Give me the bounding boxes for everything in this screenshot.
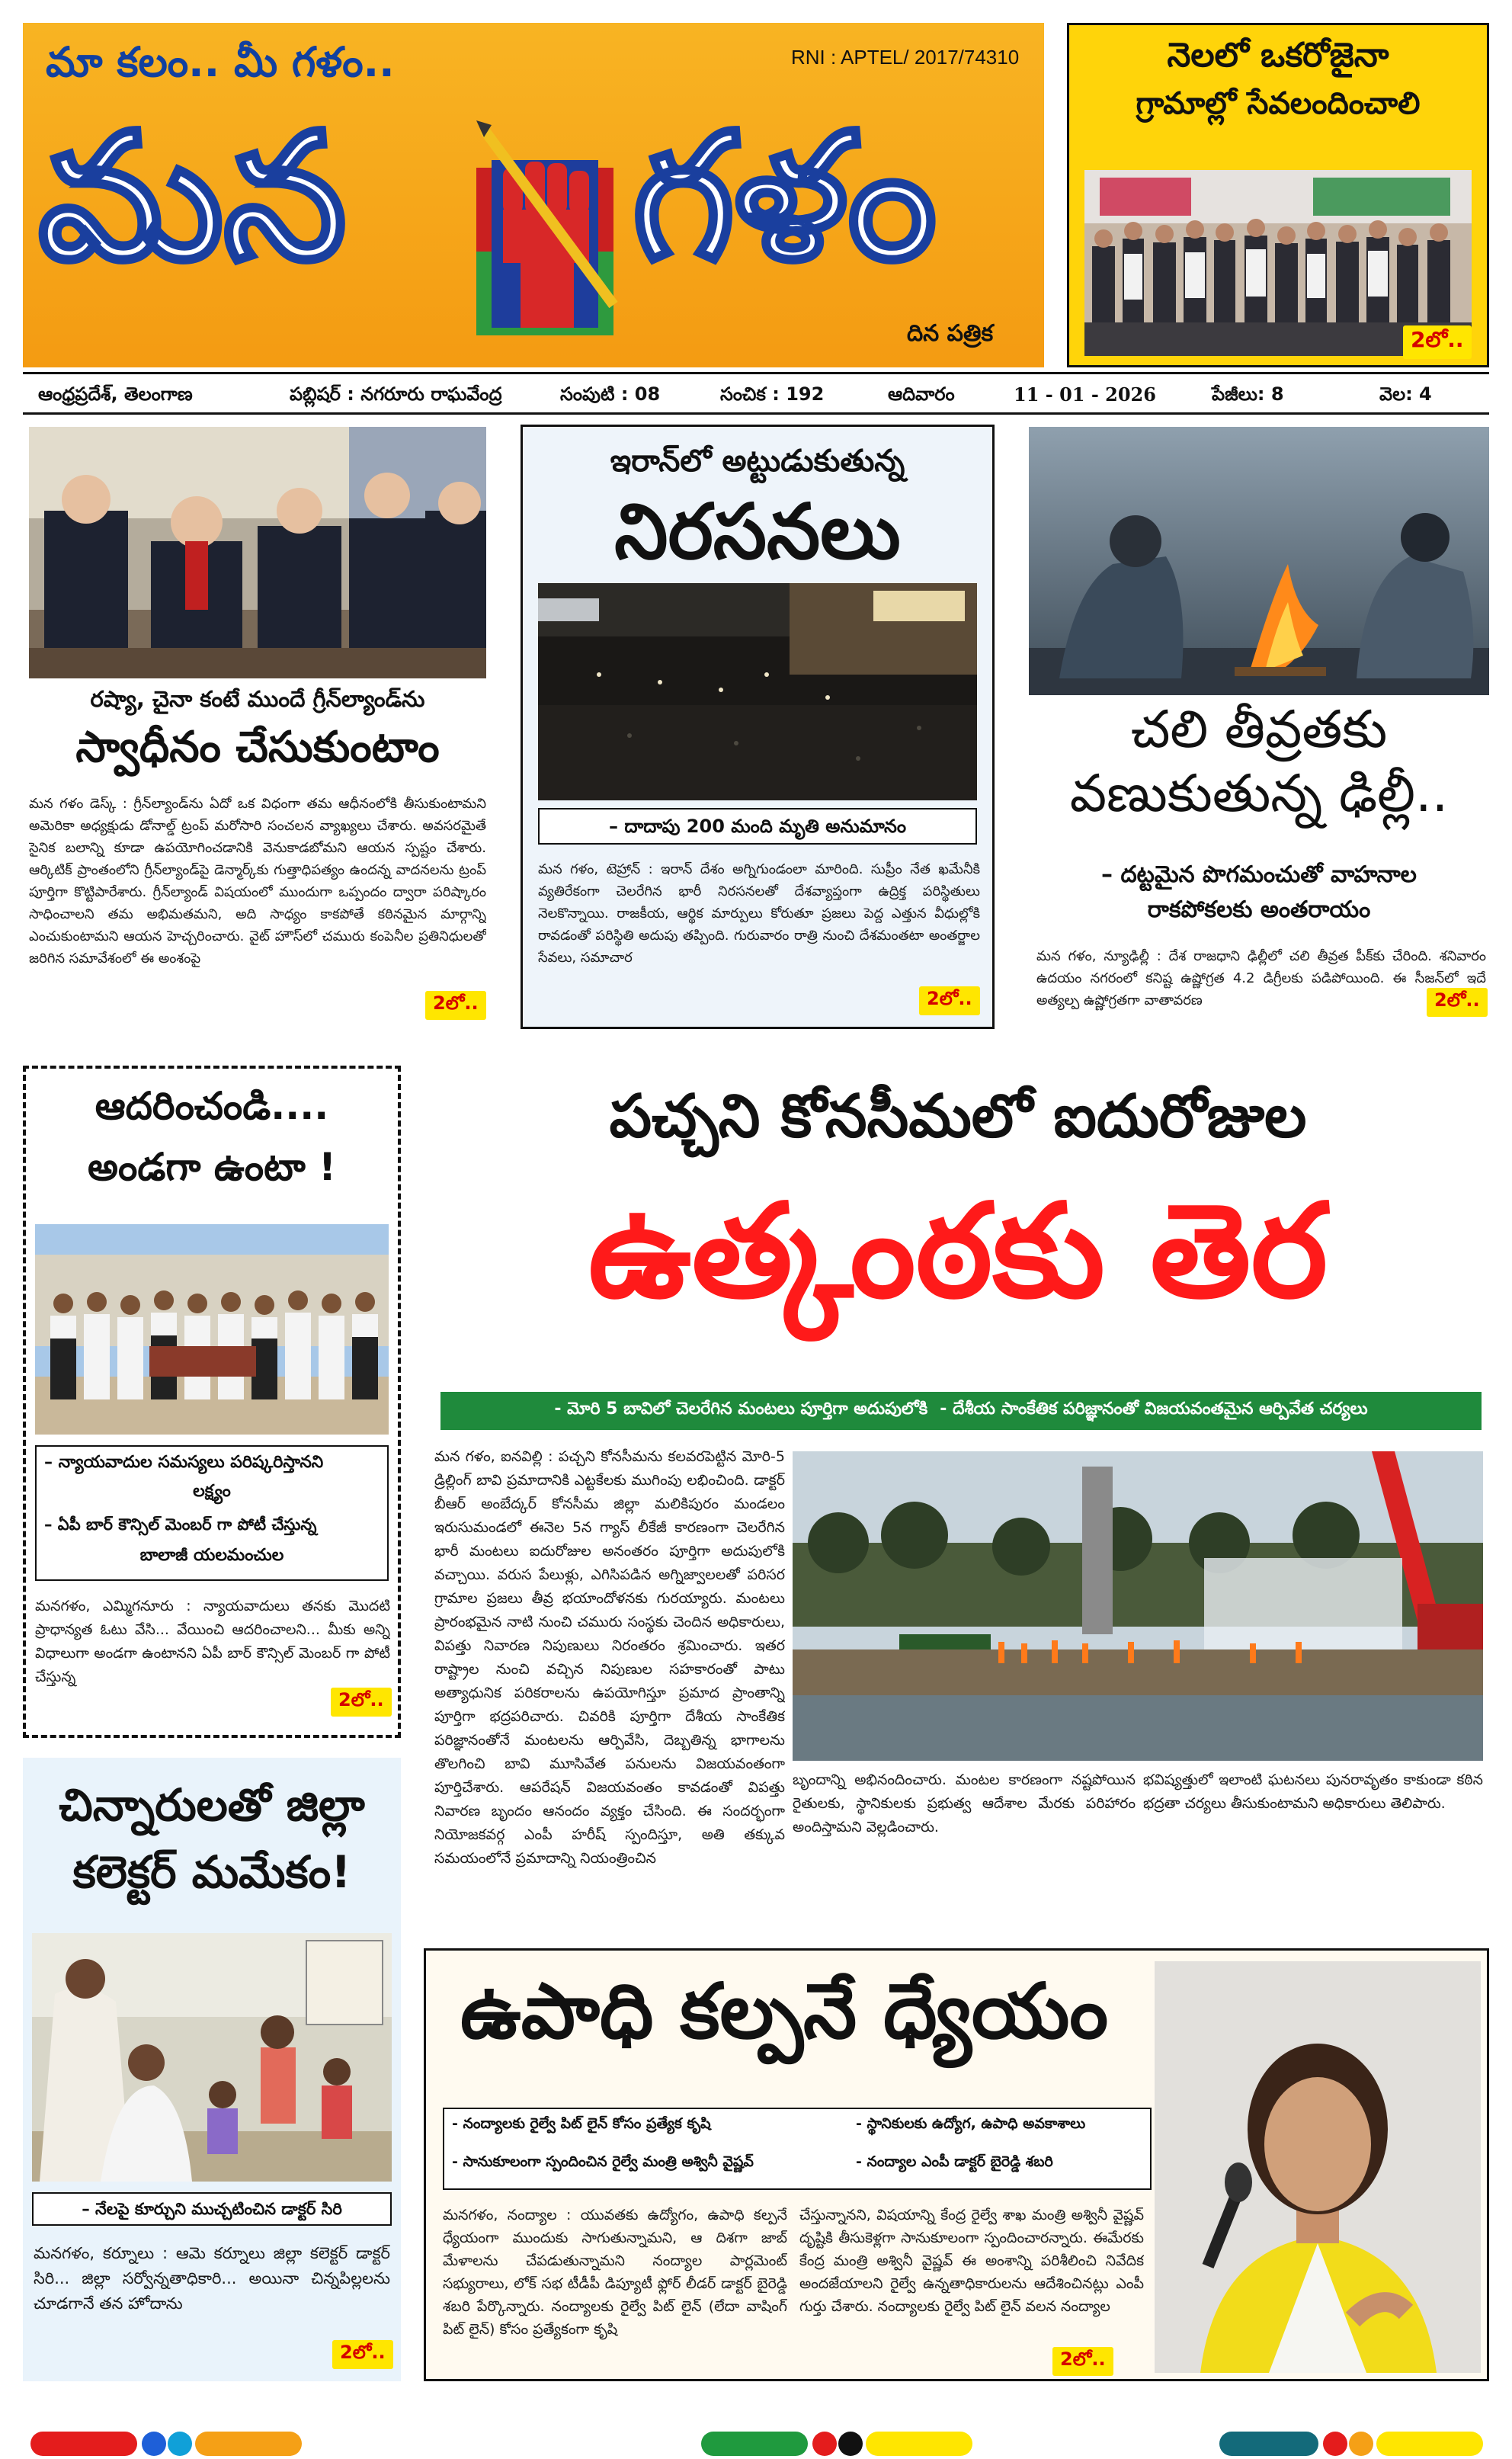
info-volume: సంపుటి : 08 (560, 383, 661, 405)
footer-pill-yellow-2 (1376, 2432, 1483, 2456)
jobs-bullets-box (443, 2108, 1152, 2190)
delhi-body: మన గళం, న్యూఢిల్లీ : దేశ రాజధాని ఢిల్లీలో చలి తీవ్రత పీక్‌కు చేరింది. శనివారం ఉదయం నగరంలో కనిష్ట ఉష్ణోగ్రత 4.2 డిగ్రీలకు పడిపోయింది. ఈ సీజన్‌లో ఇదే అత్యల్ప ఉష్ణోగ్రతగా వాతావరణ (1036, 948, 1486, 1008)
main-strap-part-2: - దేశీయ సాంకేతిక పరిజ్ఞానంతో విజయవంతమైన ఆర్పివేత చర్యలు (940, 1399, 1368, 1419)
children-caption-box (32, 2192, 392, 2226)
footer-dot-red-2 (1323, 2432, 1347, 2456)
footer-dot-black (838, 2432, 863, 2456)
jobs-bullet-3: - సానుకూలంగా స్పందించిన రైల్వే మంత్రి అశ్వినీ వైష్ణవ్ (452, 2153, 754, 2170)
rni-number: RNI : APTEL/ 2017/74310 (791, 46, 1020, 69)
footer-pill-teal (1219, 2432, 1318, 2456)
iran-protest-photo (538, 583, 977, 800)
info-bar (23, 372, 1489, 415)
footer-pill-green (701, 2432, 808, 2456)
info-date: 11 - 01 - 2026 (1014, 383, 1156, 406)
top-right-box (1067, 23, 1489, 367)
advocate-bullet-1b: లక్ష్యం (193, 1482, 231, 1501)
delhi-headline-2: వణుకుతున్న ఢిల్లీ.. (1069, 764, 1449, 824)
delhi-subhead-1: – దట్టమైన పొగమంచుతో వాహనాల (1101, 861, 1417, 888)
jobs-bullet-4: - నంద్యాల ఎంపీ డాక్టర్ బైరెడ్డి శబరి (856, 2153, 1053, 2170)
advocate-bullet-1a: – న్యాయవాదుల సమస్యలు పరిష్కరిస్తానని (44, 1453, 324, 1472)
info-states: ఆంధ్రప్రదేశ్, తెలంగాణ (38, 383, 193, 405)
advocate-box (23, 1066, 401, 1738)
delhi-subhead-2: రాకపోకలకు అంతరాయం (1147, 896, 1371, 923)
main-body-col-1: మన గళం, ఐనవిల్లి : పచ్చని కోనసీమను కలవరపెట్టిన మోరి-5 డ్రిల్లింగ్ బావి ప్రమాదానికి ఎట్టకేలకు ముగింపు లభించింది. డాక్టర్ బీఆర్ అంబేద్కర్ కోనసీమ జిల్లా మలికిపురం మండలం ఇరుసుమండలో ఈనెల 5న గ్యాస్ లీకేజీ కారణంగా చెలరేగిన భారీ మంటలు ఐదురోజుల అనంతరం పూర్తిగా అదుపులోకి వచ్చాయి. వరుస పేలుళ్లు, ఎగిసిపడిన అగ్నిజ్వాలలతో పరిసర గ్రామాల ప్రజలు తీవ్ర భయాందోళనకు గురయ్యారు. మంటలు ప్రారంభమైన నాటి నుంచి చమురు సంస్థకు చెందిన అధికారులు, విపత్తు నివారణ నిపుణులు నిరంతరం శ్రమించారు. ఇతర రాష్ట్రాల నుంచి వచ్చిన నిపుణుల సహకారంతో పాటు అత్యాధునిక పరికరాలను ఉపయోగిస్తూ ప్రమాద ప్రాంతాన్ని పూర్తిగా భద్రపరిచారు. చివరికి పూర్తిగా దేశీయ సాంకేతిక పరిజ్ఞానంతోనే మంటలను ఆర్పివేసి, దెబ్బతిన్న భాగాలను తొలగించి బావి మూసివేత పనులను విజయవంతంగా పూర్తిచేశారు. ఆపరేషన్ విజయవంతం కావడంతో విపత్తు నివారణ బృందం ఆనందం వ్యక్తం చేసింది. ఈ సందర్భంగా నియోజకవర్గ ఎంపీ హరీష్ స్పందిస్తూ, అతి తక్కువ సమయంలోనే ప్రమాదాన్ని నియంత్రించిన (434, 1448, 785, 1867)
fist-pen-logo-icon (461, 114, 629, 343)
advocate-headline-2: అండగా ఉంటా ! (88, 1145, 336, 1189)
oil-well-fire-photo (793, 1451, 1483, 1761)
children-caption: – నేలపై కూర్చుని ముచ్చటించిన డాక్టర్ సిరి (82, 2200, 342, 2218)
iran-headline: నిరసనలు (614, 487, 901, 576)
iran-more-link[interactable]: 2లో.. (919, 986, 980, 1015)
iran-caption: – దాదాపు 200 మంది మృతి అనుమానం (608, 816, 907, 837)
iran-kicker: ఇరాన్‌లో అట్టుడుకుతున్న (610, 444, 905, 479)
iran-box (521, 425, 995, 1029)
info-day: ఆదివారం (888, 383, 955, 405)
children-box (23, 1758, 401, 2381)
greenland-kicker: రష్యా, చైనా కంటే ముందే గ్రీన్‌ల్యాండ్‌ను (90, 686, 425, 712)
paper-name-right: గళం (633, 96, 937, 300)
jobs-bullet-1: - నంద్యాలకు రైల్వే పిట్ లైన్ కోసం ప్రత్యేక కృషి (452, 2115, 711, 2132)
jobs-more-link[interactable]: 2లో.. (1052, 2347, 1113, 2376)
jobs-body-col-2: చేస్తున్నానని, విషయాన్ని కేంద్ర రైల్వే శాఖ మంత్రి అశ్వినీ వైష్ణవ్ దృష్టికి తీసుకెళ్లగా సానుకూలంగా స్పందించారన్నారు. ఈమేరకు కేంద్ర మంత్రి అశ్వినీ వైష్ణవ్ ఈ అంశాన్ని పరిశీలించి నివేదిక అందజేయాలని రైల్వే ఉన్నతాధికారులను ఆదేశించినట్లు ఎంపీ గుర్తు చేశారు. నంద్యాలకు రైల్వే పిట్ లైన్ వలన నంద్యాల (799, 2207, 1144, 2315)
delhi-more-link[interactable]: 2లో.. (1427, 988, 1488, 1017)
jobs-bullet-2: - స్థానికులకు ఉద్యోగ, ఉపాధి అవకాశాలు (856, 2115, 1086, 2132)
iran-body: మన గళం, టెహ్రాన్ : ఇరాన్ దేశం అగ్నిగుండంలా మారింది. సుప్రీం నేత ఖమేనీకి వ్యతిరేకంగా చెలరేగిన భారీ నిరసనలతో దేశవ్యాప్తంగా ఉద్రిక్త పరిస్థితులు నెలకొన్నాయి. రాజకీయ, ఆర్థిక మార్పులు కోరుతూ ప్రజలు పెద్ద ఎత్తున వీధుల్లోకి రావడంతో పరిస్థితి అదుపు తప్పింది. గురువారం రాత్రి నుంచి దేశమంతటా అంతర్జాల సేవలు, సమాచార (538, 861, 980, 966)
advocate-bullet-2b: బాలాజీ యలమంచుల (139, 1546, 284, 1565)
advocate-body: మనగళం, ఎమ్మిగనూరు : న్యాయవాదులు తనకు మొదటి ప్రాధాన్యత ఓటు వేసి... వేయించి ఆదరించాలని... మీకు అన్ని విధాలుగా అండగా ఉంటానని ఏపీ బార్ కౌన్సిల్ మెంబర్ గా పోటీ చేస్తున్న (35, 1598, 390, 1685)
main-body-col-3: భవిష్యత్తులో ఇలాంటి ఘటనలు పునరావృతం కాకుండా కఠిన భద్రతా చర్యలు తీసుకుంటామని అధికారులు తెలిపారు. (1143, 1771, 1483, 1812)
advocate-bullets-box (35, 1445, 389, 1581)
children-body: మనగళం, కర్నూలు : ఆమె కర్నూలు జిల్లా కలెక్టర్ డాక్టర్ సిరి... జిల్లా సర్వోన్నతాధికారి... అయినా చిన్నపిల్లలను చూడగానే తన హోదాను (34, 2244, 390, 2313)
jobs-box (424, 1948, 1489, 2381)
paper-name-left: మన (38, 96, 347, 300)
delhi-cold-photo (1029, 427, 1489, 695)
masthead-slogan: మా కలం.. మీ గళం.. (46, 38, 395, 86)
info-pages: పేజీలు: 8 (1212, 383, 1284, 405)
masthead (23, 23, 1044, 367)
footer-pill-yellow (866, 2432, 972, 2456)
footer-dot-cyan (168, 2432, 192, 2456)
jobs-headline: ఉపాధి కల్పనే ధ్యేయం (460, 1967, 1109, 2056)
greenland-headline: స్వాధీనం చేసుకుంటాం (75, 723, 440, 772)
iran-caption-box (538, 808, 977, 845)
jobs-body-col-1: మనగళం, నంద్యాల : యువతకు ఉద్యోగం, ఉపాధి కల్పనే ధ్యేయంగా ముందుకు సాగుతున్నామని, ఆ దిశగా జాబ్ మేళాలను చేపడుతున్నామని నంద్యాల పార్లమెంట్ సభ్యురాలు, లోక్ సభ టీడీపీ డిప్యూటీ ఫ్లోర్ లీడర్ డాక్టర్ బైరెడ్డి శబరి పేర్కొన్నారు. నంద్యాలకు రైల్వే పిట్ లైన్ (లేదా వాషింగ్ పిట్ లైన్) కోసం ప్రత్యేకంగా కృషి (443, 2207, 787, 2338)
delhi-headline-1: చలి తీవ్రతకు (1130, 700, 1388, 760)
collector-children-photo (32, 1933, 392, 2182)
mp-shabari-photo (1155, 1961, 1481, 2373)
masthead-subtitle: దిన పత్రిక (907, 320, 994, 347)
main-headline: ఉత్కంఠకు తెర (588, 1176, 1328, 1327)
footer-pill-red (30, 2432, 137, 2456)
top-right-headline-2: గ్రామాల్లో సేవలందించాలి (1136, 86, 1421, 121)
children-headline-2: కలెక్టర్ మమేకం! (72, 1846, 351, 1898)
children-more-link[interactable]: 2లో.. (332, 2340, 393, 2369)
info-issue: సంచిక : 192 (720, 383, 825, 405)
advocate-bullet-2a: – ఏపీ బార్ కౌన్సిల్ మెంబర్ గా పోటీ చేస్తున్న (44, 1515, 317, 1534)
info-price: వెల: 4 (1379, 383, 1432, 405)
footer-pill-orange (195, 2432, 302, 2456)
children-headline-1: చిన్నారులతో జిల్లా (59, 1779, 365, 1831)
greenland-body: మన గళం డెస్క్ : గ్రీన్‌ల్యాండ్‌ను ఏదో ఒక విధంగా తమ ఆధీనంలోకి తీసుకుంటామని అమెరికా అధ్యక్షుడు డోనాల్డ్ ట్రంప్ మరోసారి సంచలన వ్యాఖ్యలు చేశారు. అవసరమైతే సైనిక బలాన్ని కూడా ఉపయోగించడానికి వెనుకాడబోమని ఆయన స్పష్టం చేశారు. ఆర్కిటిక్ ప్రాంతంలోని గ్రీన్‌ల్యాండ్‌పై డెన్మార్క్‌కు గుత్తాధిపత్యం ఉందన్న వాదనలను ట్రంప్ పూర్తిగా కొట్టిపారేశారు. గ్రీన్‌ల్యాండ్ విషయంలో ముందుగా ఒప్పందం ద్వారా పరిష్కారం సాధించాలని తమ అభిమతమని, అది సాధ్యం కాకపోతే కఠినమైన మార్గాన్ని ఎంచుకుంటామని ఆయన హెచ్చరించారు. వైట్ హౌస్‌లో చమురు కంపెనీల ప్రతినిధులతో జరిగిన సమావేశంలో ఈ అంశంపై (29, 796, 486, 967)
advocate-more-link[interactable]: 2లో.. (331, 1688, 392, 1717)
footer-dot-blue (142, 2432, 166, 2456)
footer-dot-red (812, 2432, 837, 2456)
greenland-more-link[interactable]: 2లో.. (425, 991, 486, 1020)
main-strap-part-1: - మోరి 5 బావిలో చెలరేగిన మంటలు పూర్తిగా అదుపులోకి (554, 1399, 928, 1419)
top-right-headline-1: నెలలో ఒకరోజైనా (1167, 36, 1389, 75)
advocate-group-photo (35, 1224, 389, 1435)
main-kicker: పచ్చని కోనసీమలో ఐదురోజుల (609, 1082, 1307, 1151)
footer-dot-orange (1349, 2432, 1373, 2456)
greenland-photo (29, 427, 486, 678)
main-body-col-2: బృందాన్ని అభినందించారు. మంటల కారణంగా నష్టపోయిన రైతులకు, స్థానికులకు ప్రభుత్వ ఆదేశాల మేరకు పరిహారం అందిస్తామని వెల్లడించారు. (793, 1771, 1136, 1835)
main-strap (440, 1392, 1482, 1430)
top-right-more-link[interactable]: 2లో.. (1403, 325, 1472, 359)
info-publisher: పబ్లిషర్ : నగరూరు రాఘవేంద్ర (290, 383, 502, 405)
advocate-headline-1: ఆదరించండి.... (94, 1084, 329, 1128)
